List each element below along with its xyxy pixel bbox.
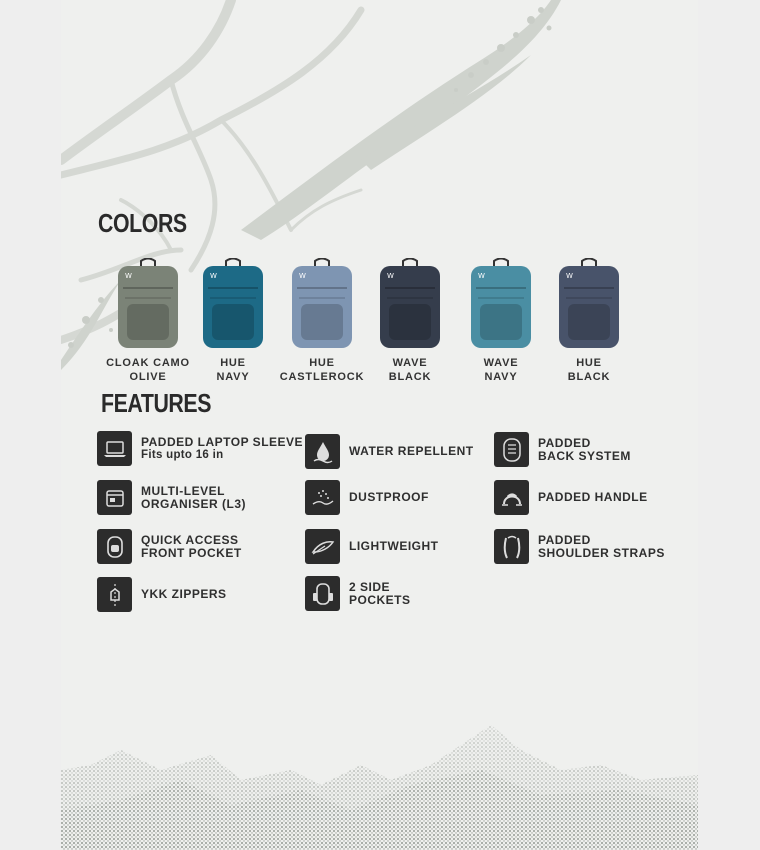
svg-text:W: W [566,272,573,280]
color-swatch-hue-black[interactable] [539,258,639,384]
dust-icon [305,480,340,515]
backpack-image [554,258,624,350]
svg-text:W: W [299,272,306,280]
laptop-icon [97,431,132,466]
water-drop-icon [305,434,340,469]
color-caption: HUE BLACK [567,357,611,383]
shoulder-straps-icon [494,529,529,564]
color-caption: CLOAK CAMO OLIVE [106,357,190,383]
feature-ykk-zippers: YKK ZIPPERS [97,577,227,612]
front-pocket-icon [97,529,132,564]
backpack-image [375,258,445,350]
feature-padded-handle: PADDED HANDLE [494,480,648,515]
feature-quick-access-front-pocket: QUICK ACCESS FRONT POCKET [97,529,242,564]
backpack-image [287,258,357,350]
feature-dustproof: DUSTPROOF [305,480,429,515]
back-padding-icon [494,432,529,467]
svg-text:W: W [125,272,132,280]
zipper-icon [97,577,132,612]
feature-multi-level-organiser: MULTI-LEVEL ORGANISER (L3) [97,480,246,515]
feature-2-side-pockets: 2 SIDE POCKETS [305,576,411,611]
svg-text:W: W [210,272,217,280]
feature-laptop-sleeve: PADDED LAPTOP SLEEVE Fits upto 16 in [97,431,303,466]
organiser-icon [97,480,132,515]
color-caption: WAVE BLACK [388,357,432,383]
feather-icon [305,529,340,564]
color-caption: HUE CASTLEROCK [279,357,365,383]
feature-padded-back-system: PADDED BACK SYSTEM [494,432,631,467]
color-caption: HUE NAVY [216,357,250,383]
backpack-image [113,258,183,350]
color-swatch-hue-navy[interactable] [183,258,283,384]
color-swatch-wave-navy[interactable] [451,258,551,384]
backpack-image [198,258,268,350]
svg-text:W: W [478,272,485,280]
color-swatch-hue-castlerock[interactable] [272,258,372,384]
color-swatch-wave-black[interactable] [360,258,460,384]
feature-water-repellent: WATER REPELLENT [305,434,474,469]
product-sheet [61,0,698,850]
colors-heading: COLORS [98,208,187,238]
side-pockets-icon [305,576,340,611]
backpack-image [466,258,536,350]
feature-padded-shoulder-straps: PADDED SHOULDER STRAPS [494,529,665,564]
svg-text:W: W [387,272,394,280]
color-caption: WAVE NAVY [483,357,519,383]
feature-lightweight: LIGHTWEIGHT [305,529,439,564]
features-heading: FEATURES [101,388,212,418]
mountain-illustration [61,710,698,850]
handle-icon [494,480,529,515]
